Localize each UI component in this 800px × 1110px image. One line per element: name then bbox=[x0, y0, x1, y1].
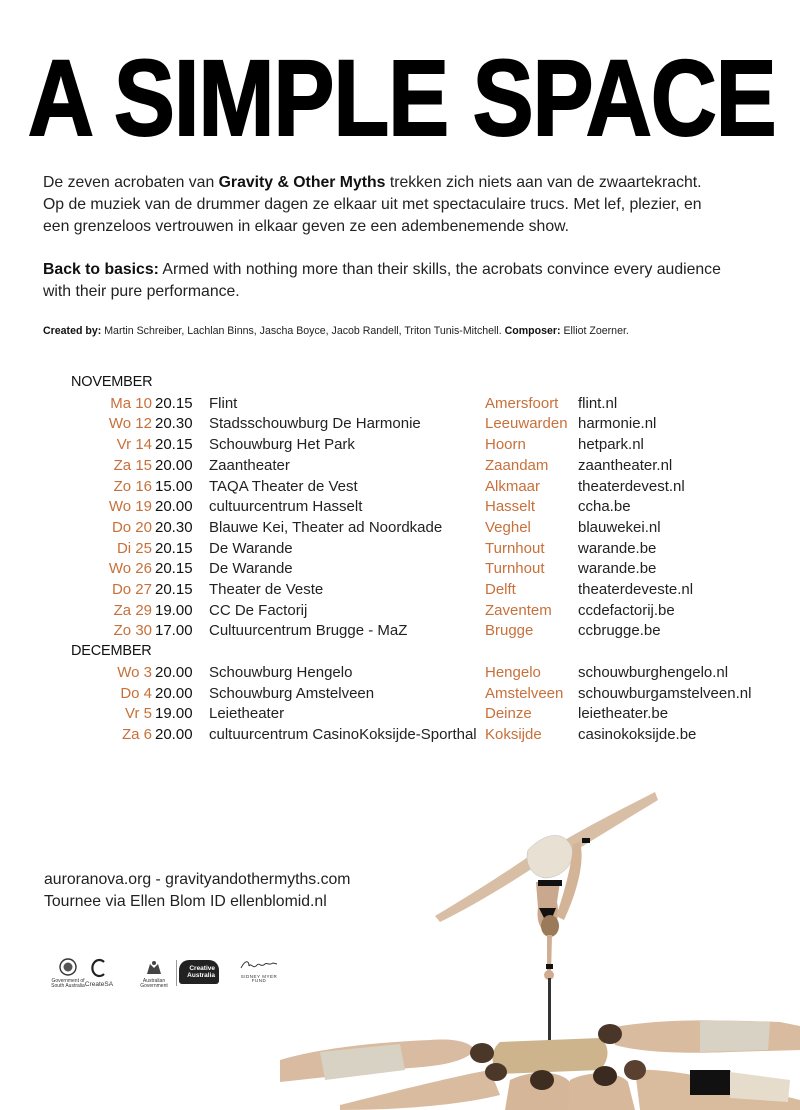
show-time: 20.15 bbox=[155, 394, 193, 412]
show-day: Do 20 bbox=[111, 518, 152, 536]
intro-paragraph bbox=[43, 172, 783, 238]
show-row bbox=[0, 436, 800, 457]
show-city: Zaventem bbox=[485, 601, 552, 619]
show-row bbox=[0, 415, 800, 436]
month-heading: DECEMBER bbox=[71, 643, 152, 660]
show-website[interactable]: theaterdevest.nl bbox=[578, 477, 685, 495]
creative-australia-logo bbox=[179, 960, 219, 984]
show-website[interactable]: zaantheater.nl bbox=[578, 456, 673, 474]
show-day: Do 4 bbox=[120, 684, 152, 702]
show-city: Deinze bbox=[485, 705, 532, 723]
show-time: 15.00 bbox=[155, 477, 193, 495]
basics-paragraph bbox=[43, 259, 783, 303]
created-by-names: Martin Schreiber, Lachlan Binns, Jascha Boyce, Jacob Randell, Triton Tunis-Mitchell. bbox=[101, 325, 505, 337]
show-city: Alkmaar bbox=[485, 477, 541, 495]
show-time: 20.15 bbox=[155, 560, 193, 578]
show-venue: Schouwburg Amstelveen bbox=[209, 684, 375, 702]
show-venue: Schouwburg Hengelo bbox=[209, 663, 353, 681]
show-day: Wo 12 bbox=[108, 415, 152, 433]
show-website[interactable]: flint.nl bbox=[578, 394, 618, 412]
australian-crest-icon bbox=[144, 960, 164, 976]
show-city: Hasselt bbox=[485, 498, 536, 516]
show-website[interactable]: schouwburghengelo.nl bbox=[578, 663, 729, 681]
poster-title: A SIMPLE SPACE bbox=[28, 37, 776, 159]
show-venue: TAQA Theater de Vest bbox=[209, 477, 358, 495]
show-venue: Flint bbox=[209, 394, 238, 412]
show-venue: cultuurcentrum Hasselt bbox=[209, 498, 363, 516]
show-row bbox=[0, 498, 800, 519]
show-day: Do 27 bbox=[111, 581, 152, 598]
show-row bbox=[0, 664, 800, 685]
show-day: Vr 14 bbox=[116, 436, 152, 454]
show-row bbox=[0, 602, 800, 623]
show-city: Zaandam bbox=[485, 456, 549, 474]
composer-name: Elliot Zoerner. bbox=[560, 325, 629, 337]
show-day: Zo 16 bbox=[113, 477, 152, 495]
basics-label: Back to basics: bbox=[43, 261, 159, 278]
show-row bbox=[0, 726, 800, 747]
show-venue: Theater de Veste bbox=[209, 581, 324, 598]
show-city: Leeuwarden bbox=[485, 415, 568, 433]
show-website[interactable]: hetpark.nl bbox=[578, 436, 644, 454]
created-by-label: Created by: bbox=[43, 325, 102, 337]
show-venue: Schouwburg Het Park bbox=[209, 436, 355, 454]
show-row bbox=[0, 395, 800, 416]
wooden-base bbox=[493, 1038, 608, 1074]
show-website[interactable]: ccha.be bbox=[578, 498, 631, 516]
show-day: Za 29 bbox=[113, 601, 152, 619]
month-heading: NOVEMBER bbox=[71, 374, 153, 390]
websites-line[interactable]: auroranova.org - gravityandothermyths.com bbox=[44, 871, 351, 888]
logo-divider bbox=[176, 960, 177, 986]
show-venue: De Warande bbox=[209, 560, 293, 578]
show-day: Zo 30 bbox=[113, 622, 152, 640]
show-row bbox=[0, 622, 800, 643]
show-venue: Leietheater bbox=[209, 705, 285, 723]
intro-line1-rest: trekken zich niets aan van de zwaartekracht. bbox=[385, 174, 702, 191]
show-row bbox=[0, 581, 800, 602]
logo-label: CreateSA bbox=[84, 980, 114, 988]
show-website[interactable]: schouwburgamstelveen.nl bbox=[578, 684, 752, 702]
show-day: Vr 5 bbox=[125, 705, 152, 723]
show-website[interactable]: harmonie.nl bbox=[578, 415, 657, 433]
show-city: Hoorn bbox=[485, 436, 526, 454]
show-website[interactable]: warande.be bbox=[578, 539, 657, 557]
show-time: 20.15 bbox=[155, 539, 193, 557]
show-time: 20.15 bbox=[155, 436, 193, 454]
show-day: Wo 19 bbox=[108, 498, 152, 516]
show-city: Veghel bbox=[485, 518, 531, 536]
show-website[interactable]: casinokoksijde.be bbox=[578, 725, 697, 743]
show-time: 20.00 bbox=[155, 456, 193, 474]
show-website[interactable]: theaterdeveste.nl bbox=[578, 581, 694, 598]
show-city: Delft bbox=[485, 581, 516, 598]
show-city: Brugge bbox=[485, 622, 534, 640]
show-day: Ma 10 bbox=[110, 394, 152, 412]
acrobats-photo bbox=[260, 770, 800, 1110]
show-time: 20.30 bbox=[155, 518, 193, 536]
logo-label: Government of South Australia bbox=[51, 977, 85, 989]
show-website[interactable]: ccbrugge.be bbox=[578, 622, 661, 640]
show-venue: cultuurcentrum CasinoKoksijde-Sporthal bbox=[209, 725, 477, 743]
show-row bbox=[0, 705, 800, 726]
show-city: Amstelveen bbox=[485, 684, 564, 702]
show-time: 19.00 bbox=[155, 601, 193, 619]
show-day: Di 25 bbox=[116, 539, 152, 557]
logo-label: Australian Government bbox=[140, 977, 168, 989]
show-row bbox=[0, 519, 800, 540]
show-city: Koksijde bbox=[485, 725, 542, 743]
createsa-c-icon bbox=[90, 958, 108, 978]
show-venue: Zaantheater bbox=[209, 456, 290, 474]
show-city: Hengelo bbox=[485, 663, 541, 681]
show-row bbox=[0, 560, 800, 581]
show-row bbox=[0, 457, 800, 478]
show-row bbox=[0, 478, 800, 499]
show-time: 20.15 bbox=[155, 581, 193, 598]
show-venue: Cultuurcentrum Brugge - MaZ bbox=[209, 622, 408, 640]
show-time: 20.30 bbox=[155, 415, 193, 433]
show-city: Turnhout bbox=[485, 539, 545, 557]
basics-text: Armed with nothing more than their skills, the acrobats convince every audience bbox=[158, 261, 721, 278]
show-venue: Stadsschouwburg De Harmonie bbox=[209, 415, 421, 433]
handstand-acrobat bbox=[435, 792, 658, 980]
intro-prefix: De zeven acrobaten van bbox=[43, 174, 219, 191]
show-day: Za 15 bbox=[113, 456, 152, 474]
createsa-logo bbox=[84, 958, 114, 988]
show-website[interactable]: blauwekei.nl bbox=[578, 518, 661, 536]
show-website[interactable]: warande.be bbox=[578, 560, 657, 578]
show-venue: De Warande bbox=[209, 539, 293, 557]
show-website[interactable]: ccdefactorij.be bbox=[578, 601, 675, 619]
show-venue: CC De Factorij bbox=[209, 601, 308, 619]
show-day: Wo 26 bbox=[108, 560, 152, 578]
intro-line2: Op de muziek van de drummer dagen ze elkaar uit met spectaculaire trucs. Met lef, plezier, en bbox=[43, 196, 702, 213]
show-time: 20.00 bbox=[155, 498, 193, 516]
show-row bbox=[0, 685, 800, 706]
sa-crest-icon bbox=[59, 958, 77, 976]
credits-line bbox=[43, 324, 783, 338]
show-day: Wo 3 bbox=[117, 663, 152, 681]
composer-label: Composer: bbox=[504, 325, 561, 337]
australian-government-logo bbox=[132, 960, 176, 990]
show-time: 20.00 bbox=[155, 725, 193, 743]
show-city: Turnhout bbox=[485, 560, 545, 578]
logo-label: SIDNEY MYER FUND bbox=[240, 973, 278, 984]
balance-pole bbox=[548, 978, 551, 1048]
show-row bbox=[0, 540, 800, 561]
show-time: 19.00 bbox=[155, 705, 193, 723]
show-time: 17.00 bbox=[155, 622, 193, 640]
show-time: 20.00 bbox=[155, 663, 193, 681]
show-day: Za 6 bbox=[121, 725, 152, 743]
basics-line2: with their pure performance. bbox=[43, 283, 240, 300]
intro-line3: een grenzeloos vertrouwen in elkaar geven ze een adembenemende show. bbox=[43, 218, 570, 235]
show-time: 20.00 bbox=[155, 684, 193, 702]
logo-label: Creative Australia bbox=[187, 965, 215, 980]
show-city: Amersfoort bbox=[485, 394, 559, 412]
tour-booking-line[interactable]: Tournee via Ellen Blom ID ellenblomid.nl bbox=[44, 893, 327, 910]
government-of-south-australia-logo bbox=[50, 958, 86, 990]
company-name: Gravity & Other Myths bbox=[218, 174, 386, 191]
show-website[interactable]: leietheater.be bbox=[578, 705, 669, 723]
show-venue: Blauwe Kei, Theater ad Noordkade bbox=[209, 518, 443, 536]
